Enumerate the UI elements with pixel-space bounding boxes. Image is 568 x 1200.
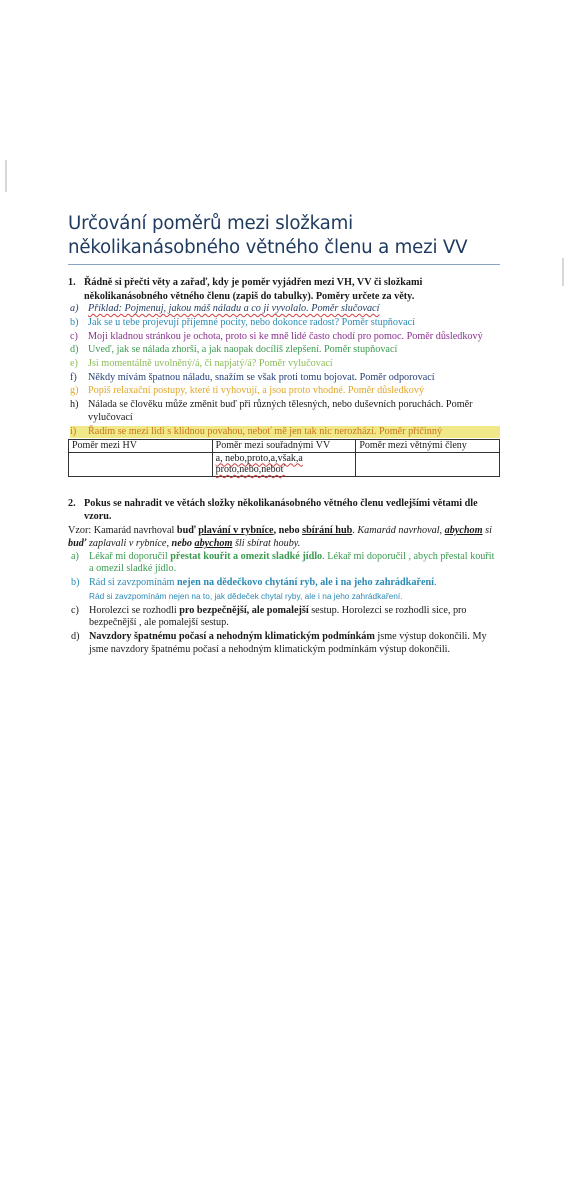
list-item-c: c) Horolezci se rozhodli pro bezpečnější, ale pomalejší sestup. Horolezci se rozhodli sice, pro bezpečnější , ale pomalejší sestup. bbox=[71, 605, 500, 630]
list-item-text: Uveď, jak se nálada zhorší, a jak naopak docílíš zlepšení. Poměr stupňovací bbox=[88, 344, 398, 356]
list-item-e: e) Jsi momentálně uvolněný/á, či napjatý/á? Poměr vylučovací bbox=[70, 358, 333, 369]
list-item-d: d) Navzdory špatnému počasí a nehodným klimatickým podmínkám jsme výstup dokončili. My jsme navzdory špatnému počasí a nehodným klimatickým podmínkám výstup dokončili. bbox=[71, 631, 500, 656]
title-line-1: Určování poměrů mezi složkami bbox=[68, 213, 353, 234]
table-header-vv: Poměr mezi souřadnými VV bbox=[212, 440, 356, 453]
list-item-text: Jsi momentálně uvolněný/á, či napjatý/á? Poměr vylučovací bbox=[88, 358, 333, 369]
list-item-a: a) Lékař mi doporučil přestat kouřit a omezit sladké jídlo. Lékař mi doporučil , abych přestal kouřit a omezil sladké jídlo. bbox=[71, 551, 500, 576]
question-2-text: Pokus se nahradit ve větách složky několikanásobného větného členu vedlejšími větami dle vzoru. bbox=[84, 497, 478, 523]
list-item-i: i) Řadím se mezi lidi s klidnou povahou, neboť mě jen tak nic nerozhází. Poměr příčinný bbox=[70, 426, 500, 439]
list-item-text: Někdy mívám špatnou náladu, snažím se však proti tomu bojovat. Poměr odporovací bbox=[88, 371, 435, 383]
list-item-text: Jak se u tebe projevují příjemné pocity, nebo dokonce radost? Poměr stupňovací bbox=[88, 316, 415, 328]
list-item-text: Popiš relaxační postupy, které ti vyhovují, a jsou proto vhodné. Poměr důsledkový bbox=[88, 385, 425, 397]
worksheet-page bbox=[68, 212, 500, 657]
question-1-number: 1. bbox=[68, 277, 76, 288]
right-edge-mark bbox=[562, 258, 564, 286]
table-cell-hv[interactable] bbox=[69, 452, 213, 476]
list-item-text: Lékař mi doporučil přestat kouřit a omezit sladké jídlo. Lékař mi doporučil , abych přestal kouřit a omezil sladké jídlo. bbox=[89, 550, 495, 575]
question-1-text: Řádně si přečti věty a zařaď, kdy je poměr vyjádřen mezi VH, VV či složkami několikanásobného větného členu (zapiš do tabulky). Poměry určete za věty. bbox=[84, 277, 423, 302]
question-2-number: 2. bbox=[68, 497, 76, 509]
question-2-list bbox=[68, 551, 500, 657]
question-1 bbox=[68, 276, 500, 477]
answer-table bbox=[68, 439, 500, 477]
list-item-text: Příklad: Pojmenuj, jakou máš náladu a co ji vyvolalo. Poměr slučovací bbox=[88, 303, 380, 315]
table-cell-clen[interactable] bbox=[356, 452, 500, 476]
example-sentence: Vzor: Kamarád navrhoval buď plavání v rybníce, nebo sbírání hub. Kamarád navrhoval, abychom si buď zaplavali v rybníce, nebo abychom šli sbírat houby. bbox=[68, 524, 492, 550]
question-1-list bbox=[68, 303, 500, 438]
question-2-prompt bbox=[68, 497, 500, 524]
list-item-b: b) Jak se u tebe projevují příjemné pocity, nebo dokonce radost? Poměr stupňovací bbox=[70, 316, 415, 328]
question-1-prompt bbox=[68, 276, 500, 303]
table-cell-vv[interactable]: a, nebo,proto,a,však,a proto,nebo,neboť bbox=[212, 452, 356, 476]
list-item-text: Moji kladnou stránkou je ochota, proto si ke mně lidé často chodí pro pomoc. Poměr důsledkový bbox=[88, 330, 483, 342]
table-row bbox=[69, 452, 500, 476]
page-title bbox=[68, 212, 500, 260]
list-item-g: g) Popiš relaxační postupy, které ti vyhovují, a jsou proto vhodné. Poměr důsledkový bbox=[70, 385, 425, 397]
list-item-text: Navzdory špatnému počasí a nehodným klimatickým podmínkám jsme výstup dokončili. My jsme navzdory špatnému počasí a nehodným klimatickým podmínkám výstup dokončili. bbox=[89, 630, 487, 655]
table-header-hv: Poměr mezi HV bbox=[69, 440, 213, 453]
table-header-row bbox=[69, 440, 500, 453]
left-edge-mark bbox=[5, 160, 7, 192]
table-header-clen: Poměr mezi větnými členy bbox=[356, 440, 500, 453]
title-line-2: několikanásobného větného členu a mezi VV bbox=[68, 237, 468, 258]
list-item-f: f) Někdy mívám špatnou náladu, snažím se však proti tomu bojovat. Poměr odporovací bbox=[70, 371, 435, 383]
list-item-a: a) Příklad: Pojmenuj, jakou máš náladu a co ji vyvolalo. Poměr slučovací bbox=[70, 303, 380, 315]
title-underline bbox=[68, 264, 500, 265]
list-item-text: Horolezci se rozhodli pro bezpečnější, ale pomalejší sestup. Horolezci se rozhodli sice, pro bezpečnější , ale pomalejší sestup. bbox=[89, 604, 467, 629]
list-item-b: b) Rád si zavzpomínám nejen na dědečkovo chytání ryb, ale i na jeho zahrádkaření. Rád si zavzpomínám nejen na to, jak dědeček chytal ryby, ale i na jeho zahrádkaření. bbox=[71, 577, 500, 603]
list-item-d: d) Uveď, jak se nálada zhorší, a jak naopak docílíš zlepšení. Poměr stupňovací bbox=[70, 344, 398, 356]
list-item-c: c) Moji kladnou stránkou je ochota, proto si ke mně lidé často chodí pro pomoc. Poměr důsledkový bbox=[70, 330, 483, 342]
list-item-text: Nálada se člověku může změnit buď při různých tělesných, nebo duševních poruchách. Poměr vylučovací bbox=[88, 399, 473, 423]
list-item-text: Řadím se mezi lidi s klidnou povahou, neboť mě jen tak nic nerozhází. Poměr příčinný bbox=[88, 425, 443, 437]
question-2 bbox=[68, 497, 500, 657]
list-item-text: Rád si zavzpomínám nejen na dědečkovo chytání ryb, ale i na jeho zahrádkaření. Rád si zavzpomínám nejen na to, jak dědeček chytal ryby, ale i na jeho zahrádkaření. bbox=[89, 577, 437, 601]
list-item-h: h) Nálada se člověku může změnit buď při různých tělesných, nebo duševních poruchách. Poměr vylučovací bbox=[70, 399, 500, 424]
